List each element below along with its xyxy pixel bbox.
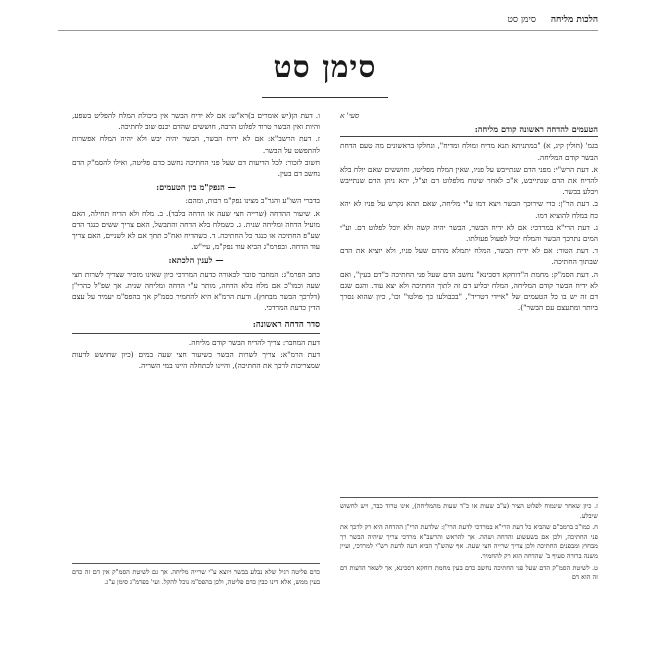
paragraph: ד. דעת הטור: אם לא ידיח הבשר, המלח יתמלא מהדם שעל פניו, ולא יוציא את הדם שבתוך החתיכה. (340, 246, 598, 267)
subheading: — הנפק"מ בין הטעמים: (156, 182, 236, 193)
paragraph: א. שיעור ההדחה (שרייה חצי שעה או הדחה בלבד). ב. מלח ולא הדיח תחילה, האם מועיל הדחה ומליחה שנית. ג. כשמלח בלא הדחה והתבשל, האם צריך ששים כנגד הדם שע"פ החתיכה או כנגד כל החתיכה. ד. כשהדיח ואח"כ תחך אם לא לשניים, האם צריך עוד הדחה. ובפרמ"ג הביא עוד נפק"מ, עיי"ש. (72, 208, 320, 252)
paragraph: בגמ' (חולין קיג, א) "במתניתא תנא מדיח ומולח ומדיח", ונחלקו בראשונים מה טעם הדחת הבשר קודם המליחה. (340, 141, 598, 162)
section-heading: הטעמים להדחה ראשונה קודם מליחה: (340, 124, 598, 137)
title-underline (262, 97, 388, 98)
footnotes-left (72, 568, 320, 589)
running-header (58, 12, 598, 31)
section-heading: סדר הדחה ראשונה: (72, 320, 320, 333)
paragraph: א. דעת הרש"י: מפני הדם שנתייבש על פניו, שאין המלח מפליטו, וחוששים שאם יולח בלא להדיח את הדם שנתייבש, א"כ לאחר שינוח מלפלוט דם וצ"ל, יהא ניתן הדם שנתייבש ויבלע בבשר. (340, 164, 598, 197)
siman-label: סימן סט (507, 15, 536, 25)
paragraph: חשוב לזכור: לכל הדיעות דם שעל פני החתיכה נחשב כדם פליטה, ואילו להסמ"ק הדם נחשב דם בעין. (72, 157, 320, 179)
paragraph: ג. דעת הרי"א במרדכי: אם לא ידיח הבשר, הבשר יהיה קשה ולא יוכל לפלוט דם. וע"י המים נתרכך הבשר והמלח יכול לפעול פעולתו. (340, 222, 598, 244)
footnote-divider (72, 563, 320, 564)
paragraph: כתב הפרמ"ג: המחבר סובר לכאורה כדעת המרדכי כיון שאינו מזכיר שצריך לשרות חצי שעה וכמו"כ אם מלח בלא הדחה, מותר ע"י הדחה ומליחה שנית. אך שפ"ל כהרי"ן (דלרכך הבשר מבחוץ). ודעת הרמ"א היא להחמיר כסמ"ק אך בהפס"מ יעמיד על עצם הדין כדעת המרדכי. (72, 269, 320, 313)
footnote: ט. לשיטת הסמ"ק הדם שעל פני החתיכה נחשב כדם בעין מחמת דוחקא דסכינא, אך לשאר הדעות דם זה הוא דם (340, 563, 598, 582)
footnote: כדם פליטה רגיל שלא נבלע בבשר ויוצא ע"י שרייה מליחה. אך גם לשיטת הסמ"ק אין דם זה כדם בעין ממש, אלא דינו כבין כדם פליטה, ולכן בהפס"מ נוכל להקל. ועי' בפרמ"ג סימן ע"ג. (72, 568, 320, 586)
subheading: — לענין הלכתא: (168, 255, 224, 266)
paragraph: בדברי השו"ע והגר"ב מצינו נפק"מ רבות, ומהם: (185, 196, 320, 206)
footnote: ז. כיון שאחר שינמוח לפלוט הציר (ע"ב שעות או כ"ד שעות מהמליחה), אינו טרוד כבר, ויש לחשוש שיבלע. (340, 502, 598, 520)
book-title: הלכות מליחה (550, 15, 598, 25)
footnotes-right (340, 502, 598, 585)
paragraph: ה. דעת הסמ"ק: מחמת ה"דוחקא דסכינא" נחשב הדם שעל פני החתיכה כ"דם בעין", ואם לא ידיח הבשר קודם המליחה, המלח יבליע דם זה לתוך החתיכה ולא יצא עוד. והגם שגם דם זה יש בו כל הטעמים של "איידי דטריד", "בכבולעו כך פולטו" וכו', כיון שהוא נסרך ביותר ומתעצם עם הבשר"). (340, 269, 598, 313)
left-column (72, 110, 320, 372)
paragraph: ו. דעת הן(יש אומרים ב)רא"ש: אם לא ידיח הבשר אין ביכולת המלח להפליט בשפע, והיות ואין הבשר טרוד לפלוט הרבה, חוששים שהדם יכנס שוב לחתיכה. (72, 111, 320, 132)
footnote: ח. כמו"כ ברמב"ם שהביא כל דעת הרי"א במרדכי לדעת הרי"ן: שלדעת הרי"ן ההדחה היא רק לרכך את פני החתיכה, ולכן אם בשעשוע והדחה ושהה. אך להראש והרשב"א מרדכי צריך שיהיה הבשר רך מבחוץ ומבפנים החתיכה ולכן צריך שרייה חצי שעה. אף שהש"ך הביא דעה לדעת רש"י למרדכי, ועיין משנה ברורה סעיף ב' שהדחה הוא רק להחמיר. (340, 523, 598, 560)
seif-reference: סעי' א (340, 111, 360, 120)
paragraph: דעת המחבר: צריך להדיח הבשר קודם מליחה. (188, 337, 320, 347)
paragraph: ז. דעת הרשב"א: אם לא ידיח הבשר, הבשר יהיה יבש ולא יהיה המלח אפשרות להתפשט על הבשר. (72, 134, 320, 155)
paragraph: ב. דעת הר"ן: כדי שירוכך הבשר ויצא דמו ע"י מליחה, שאם תהא נקרש על פניו לא יהא כח במלח להוציא דמו. (340, 199, 598, 220)
footnote-divider (340, 497, 598, 498)
right-column (340, 110, 598, 314)
paragraph: דעת הרמ"א: צריך לשרות הבשר כשיעור חצי שעה במים (כיון שחושש לדעות שמצריכות לרכך את החתיכה), והיינו לכתחלה היינו במי השריה. (72, 349, 320, 371)
chapter-title: סימן סט (273, 50, 377, 85)
